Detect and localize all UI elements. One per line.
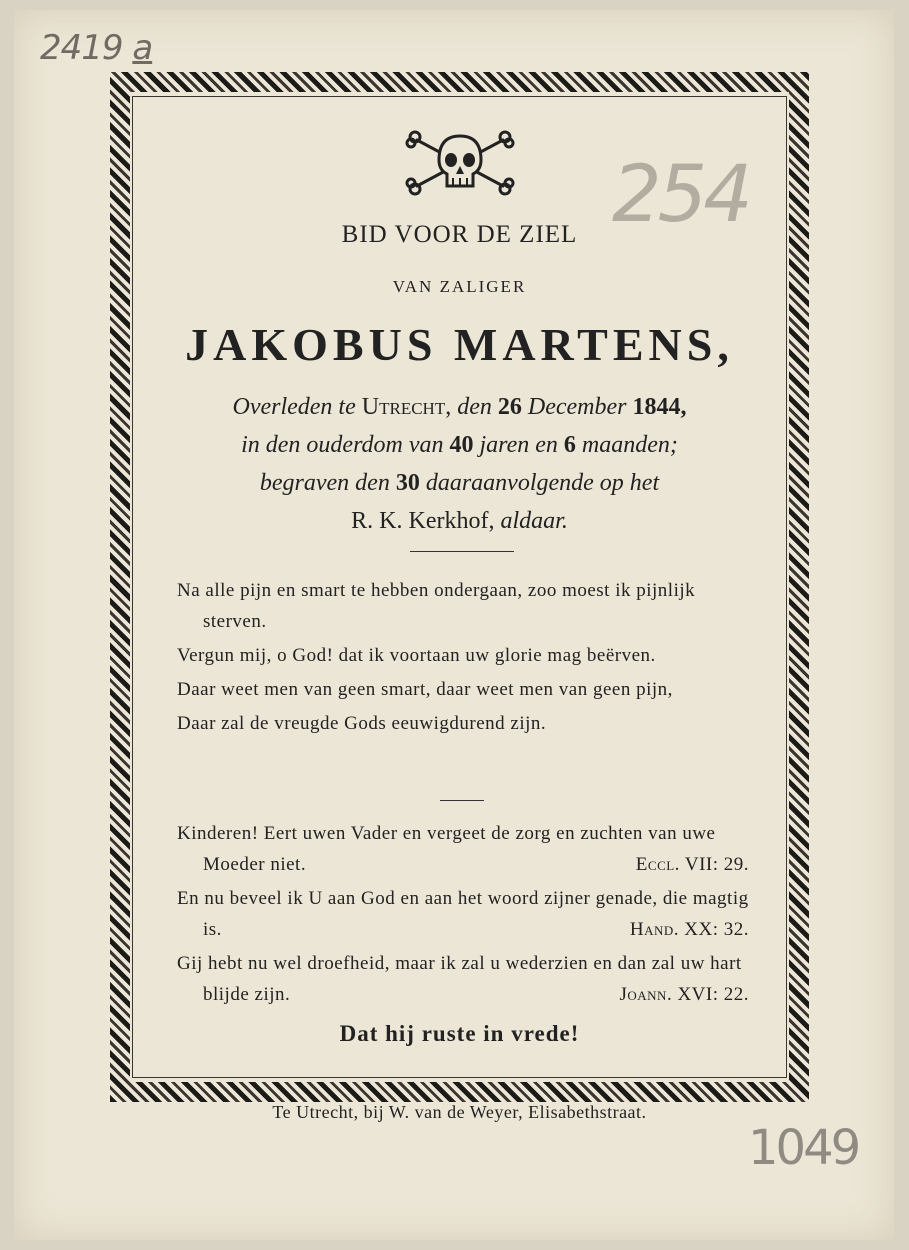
poem-line: Na alle pijn en smart te hebben ondergaan, zoo moest ik pijnlijk sterven. bbox=[177, 580, 696, 632]
scripture-quote: Gij hebt nu wel droefheid, maar ik zal u wederzien en dan zal uw hart blijde zijn. Joann. XVI: 22. bbox=[177, 948, 749, 1010]
age-line: in den ouderdom van 40 jaren en 6 maanden; bbox=[241, 432, 678, 458]
scripture-block bbox=[177, 818, 749, 1013]
short-divider bbox=[440, 800, 484, 801]
printer-imprint: Te Utrecht, bij W. van de Weyer, Elisabethstraat. bbox=[272, 1102, 647, 1122]
scripture-reference: Hand. XX: 32. bbox=[629, 919, 749, 940]
poem-line: Daar weet men van geen smart, daar weet men van geen pijn, bbox=[177, 679, 673, 700]
scripture-quote: Kinderen! Eert uwen Vader en vergeet de zorg en zuchten van uwe Moeder niet. Eccl. VII: 29. bbox=[177, 818, 749, 880]
pencil-annotation-top-left: 2419 a bbox=[40, 28, 153, 68]
scripture-quote: En nu beveel ik U aan God en aan het woord zijner genade, die magtig is. Hand. XX: 32. bbox=[177, 883, 749, 945]
deceased-name: JAKOBUS MARTENS, bbox=[185, 319, 734, 370]
poem-block bbox=[177, 575, 749, 742]
ornament-divider bbox=[410, 551, 514, 552]
death-line: Overleden te Utrecht, den 26 December 1844, bbox=[232, 394, 687, 420]
poem-line: Vergun mij, o God! dat ik voortaan uw glorie mag beërven. bbox=[177, 645, 656, 666]
burial-line: begraven den 30 daaraanvolgende op het bbox=[259, 470, 660, 496]
heading-subtitle: VAN ZALIGER bbox=[392, 277, 527, 296]
skull-crossbones-icon bbox=[405, 130, 515, 196]
closing-blessing: Dat hij ruste in vrede! bbox=[339, 1021, 580, 1046]
poem-line: Daar zal de vreugde Gods eeuwigdurend zijn. bbox=[177, 713, 547, 734]
scripture-reference: Joann. XVI: 22. bbox=[619, 984, 749, 1005]
pencil-annotation-bottom-right: 1049 bbox=[748, 1120, 859, 1176]
heading-prayer: BID VOOR DE ZIEL bbox=[341, 221, 578, 248]
cemetery-line: R. K. Kerkhof, aldaar. bbox=[351, 508, 568, 534]
pencil-annotation-right: 254 bbox=[612, 150, 749, 240]
scripture-reference: Eccl. VII: 29. bbox=[635, 854, 749, 875]
death-details bbox=[134, 388, 785, 540]
